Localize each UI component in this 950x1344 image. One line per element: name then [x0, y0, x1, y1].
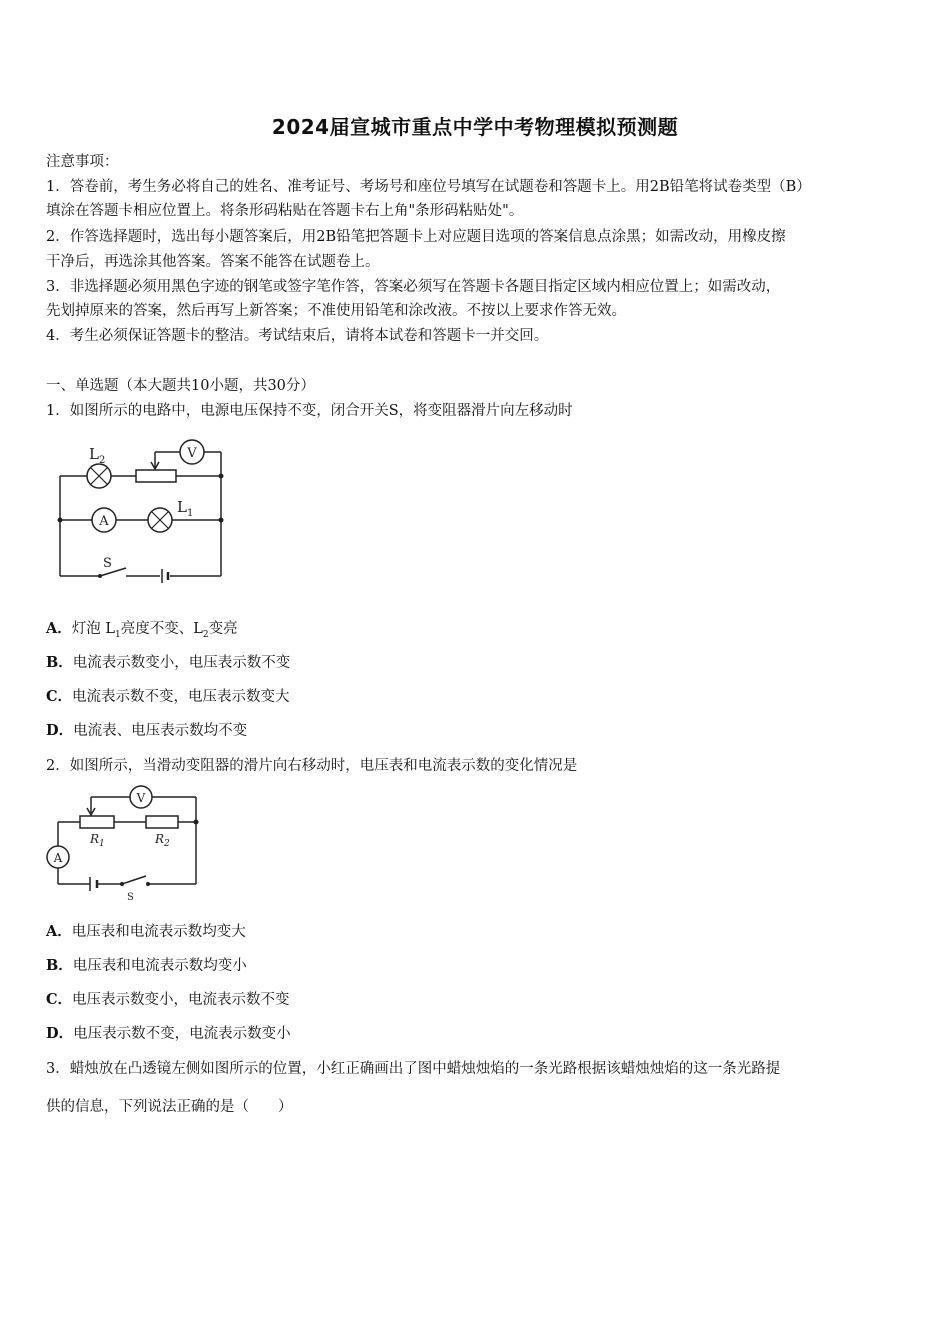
lamp-l2-subscript: 2: [98, 455, 106, 466]
question-1-option-c: C．电流表示数不变，电压表示数变大: [46, 688, 290, 705]
question-3-stem-line-1: 3．蜡烛放在凸透镜左侧如图所示的位置，小红正确画出了图中蜡烛烛焰的一条光路根据该蜡烛烛焰的这一条光路提: [46, 1061, 781, 1077]
ammeter-label: A: [53, 851, 63, 865]
resistor-r1-subscript: 1: [99, 839, 105, 849]
notice-line: 2．作答选择题时，选出每小题答案后，用2B铅笔把答题卡上对应题目选项的答案信息点涂黑；如需改动，用橡皮擦: [46, 229, 786, 245]
notice-line: 4．考生必须保证答题卡的整洁。考试结束后，请将本试卷和答题卡一并交回。: [46, 328, 549, 344]
question-2-option-d: D．电压表示数不变，电流表示数变小: [46, 1025, 291, 1042]
notice-heading: 注意事项：: [46, 154, 119, 170]
resistor-r1-label: R: [90, 832, 100, 846]
question-2-option-c: C．电压表示数变小，电流表示数不变: [46, 991, 290, 1008]
resistor-r2-label: R: [155, 832, 165, 846]
notice-line: 3．非选择题必须用黑色字迹的钢笔或签字笔作答，答案必须写在答题卡各题目指定区域内相应位置上；如需改动，: [46, 279, 781, 295]
notice-line: 先划掉原来的答案，然后再写上新答案；不准使用铅笔和涂改液。不按以上要求作答无效。: [46, 303, 626, 319]
switch-label: S: [103, 556, 112, 571]
question-2-option-a: A．电压表和电流表示数均变大: [46, 923, 246, 940]
svg-text:R1: [89, 832, 105, 849]
question-1-option-d: D．电流表、电压表示数均不变: [46, 722, 248, 739]
switch-label: S: [127, 892, 134, 903]
question-1-option-a: A．灯泡 $L_1$亮度不变、$L_2$变亮: [46, 620, 238, 640]
svg-text:R2: [154, 832, 170, 849]
notice-line: 填涂在答题卡相应位置上。将条形码粘贴在答题卡右上角"条形码粘贴处"。: [46, 203, 524, 219]
resistor-r2-subscript: 2: [164, 839, 170, 849]
ammeter-label: A: [99, 514, 109, 529]
notice-line: 干净后，再选涂其他答案。答案不能答在试题卷上。: [46, 254, 380, 270]
voltmeter-label: V: [187, 446, 197, 461]
lamp-l2-label: L: [89, 445, 99, 463]
lamp-l1-subscript: 1: [186, 508, 194, 519]
notice-line: 1．答卷前，考生务必将自己的姓名、准考证号、考场号和座位号填写在试题卷和答题卡上。用2B铅笔将试卷类型（B）: [46, 179, 811, 195]
voltmeter-label: V: [136, 791, 146, 805]
section-heading: 一、单选题（本大题共10小题，共30分）: [46, 378, 315, 394]
question-3-stem-line-2: 供的信息，下列说法正确的是（ ）: [46, 1099, 293, 1115]
page-title: 2024届宣城市重点中学中考物理模拟预测题: [271, 115, 679, 139]
question-1-option-b: B．电流表示数变小，电压表示数不变: [46, 654, 291, 671]
question-2-stem: 2．如图所示，当滑动变阻器的滑片向右移动时，电压表和电流表示数的变化情况是: [46, 758, 578, 774]
lamp-l1-label: L: [177, 498, 187, 516]
question-2-option-b: B．电压表和电流表示数均变小: [46, 957, 247, 974]
question-1-stem: 1．如图所示的电路中，电源电压保持不变，闭合开关S，将变阻器滑片向左移动时: [46, 403, 573, 419]
